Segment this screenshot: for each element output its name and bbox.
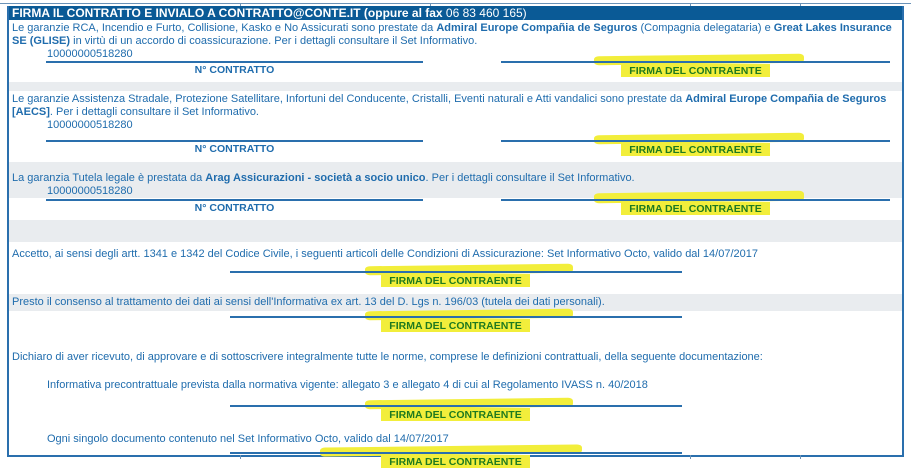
signature-field	[230, 452, 682, 469]
dichiaro-intro: Dichiaro di aver ricevuto, di approvare e di sottoscrivere integralmente tutte le norme, comprese le definizioni contrattuali, della seguente documentazione:	[12, 351, 763, 363]
section-privacy	[9, 294, 902, 333]
signature-field	[230, 271, 682, 288]
signature-line	[230, 316, 682, 318]
section-dichiaro	[9, 351, 902, 469]
contract-number-label: N° CONTRATTO	[194, 202, 275, 214]
contract-number-line	[46, 199, 423, 201]
section-accetto	[9, 242, 902, 288]
signature-line	[501, 61, 890, 63]
signature-line	[230, 271, 682, 273]
signature-field	[501, 199, 890, 216]
assistenza-paragraph	[9, 93, 902, 119]
contract-number-field	[46, 199, 423, 216]
row-separator	[9, 82, 902, 91]
signature-label: FIRMA DEL CONTRAENTE	[621, 202, 769, 215]
contract-signature-page	[7, 6, 904, 468]
tutela-signature-row	[9, 199, 902, 216]
document-item-informativa: Informativa precontrattuale prevista dalla normativa vigente: allegato 3 e allegato 4 di cui al Regolamento IVASS n. 40/2018	[47, 379, 648, 391]
section-tutela	[9, 170, 902, 216]
row-separator	[9, 162, 902, 170]
signature-label-wrap	[501, 201, 890, 216]
signature-line	[501, 140, 890, 142]
company-admiral-bold: Admiral Europe Compañia de Seguros	[436, 22, 638, 34]
document-item-set-informativo: Ogni singolo documento contenuto nel Set Informativo Octo, valido dal 14/07/2017	[47, 433, 449, 445]
assistenza-text: Le garanzie Assistenza Stradale, Protezione Satellitare, Infortuni del Conducente, Cristalli, Eventi naturali e Atti vandalici sono prestate da	[12, 93, 686, 105]
signature-label-wrap	[230, 318, 682, 333]
rca-paragraph	[9, 22, 902, 48]
signature-label-wrap	[230, 454, 682, 469]
signature-label: FIRMA DEL CONTRAENTE	[381, 408, 529, 421]
section-rca	[9, 22, 902, 78]
signature-label: FIRMA DEL CONTRAENTE	[621, 143, 769, 156]
signature-label-wrap	[230, 273, 682, 288]
tutela-paragraph	[9, 172, 902, 185]
company-arag-bold: Arag Assicurazioni - società a socio unico	[205, 172, 426, 184]
signature-line	[501, 199, 890, 201]
rca-signature-row	[9, 61, 902, 78]
rca-text: in virtù di un accordo di coassicurazione. Per i dettagli consultare il Set Informativo.	[70, 35, 478, 47]
assistenza-text: . Per i dettagli consultare il Set Informativo.	[49, 106, 259, 118]
signature-field	[501, 61, 890, 78]
row-separator	[9, 220, 902, 242]
page-title-bar	[9, 6, 902, 20]
contract-number-value: 10000000518280	[47, 185, 133, 197]
page-top-grid-line	[0, 3, 911, 4]
signature-field	[230, 405, 682, 422]
contract-number-value: 10000000518280	[47, 119, 133, 131]
contract-number-field	[46, 140, 423, 157]
signature-label-wrap	[501, 63, 890, 78]
assistenza-signature-row	[9, 140, 902, 157]
page-title-fax-number: 06 83 460 165)	[442, 6, 527, 20]
signature-label-wrap	[230, 407, 682, 422]
tutela-text: . Per i dettagli consultare il Set Informativo.	[425, 172, 635, 184]
signature-label: FIRMA DEL CONTRAENTE	[381, 455, 529, 468]
signature-line	[230, 405, 682, 407]
grid-tick	[240, 455, 241, 459]
contract-number-line	[46, 140, 423, 142]
contract-number-value: 10000000518280	[47, 48, 133, 60]
rca-text: Le garanzie RCA, Incendio e Furto, Collisione, Kasko e No Assicurati sono prestate da	[12, 22, 437, 34]
company-aecs-bold: Admiral Europe Compañia de Seguros [AECS]	[12, 93, 887, 118]
grid-tick	[690, 455, 691, 459]
section-assistenza	[9, 93, 902, 157]
company-greatlakes-bold: Great Lakes Insurance SE (GLISE)	[12, 22, 892, 47]
page-title: FIRMA IL CONTRATTO E INVIALO A CONTRATTO@CONTE.IT (oppure al fax	[12, 6, 443, 20]
contract-number-label: N° CONTRATTO	[194, 143, 275, 155]
signature-field	[501, 140, 890, 157]
signature-label: FIRMA DEL CONTRAENTE	[381, 319, 529, 332]
accetto-paragraph: Accetto, ai sensi degli artt. 1341 e 1342 del Codice Civile, i seguenti articoli delle Condizioni di Assicurazione: Set Informativo Octo, valido dal 14/07/2017	[12, 248, 758, 260]
rca-text: (Compagnia delegataria) e	[637, 22, 774, 34]
signature-label: FIRMA DEL CONTRAENTE	[381, 274, 529, 287]
tutela-text: La garanzia Tutela legale è prestata da	[12, 172, 206, 184]
privacy-paragraph: Presto il consenso al trattamento dei dati ai sensi dell'Informativa ex art. 13 del D. Lgs n. 196/03 (tutela dei dati personali).	[9, 294, 902, 311]
contract-number-field	[46, 61, 423, 78]
signature-line	[230, 452, 682, 454]
signature-field	[230, 316, 682, 333]
contract-number-label: N° CONTRATTO	[194, 64, 275, 76]
grid-tick	[800, 455, 801, 459]
signature-label: FIRMA DEL CONTRAENTE	[621, 64, 769, 77]
contract-number-line	[46, 61, 423, 63]
signature-label-wrap	[501, 142, 890, 157]
